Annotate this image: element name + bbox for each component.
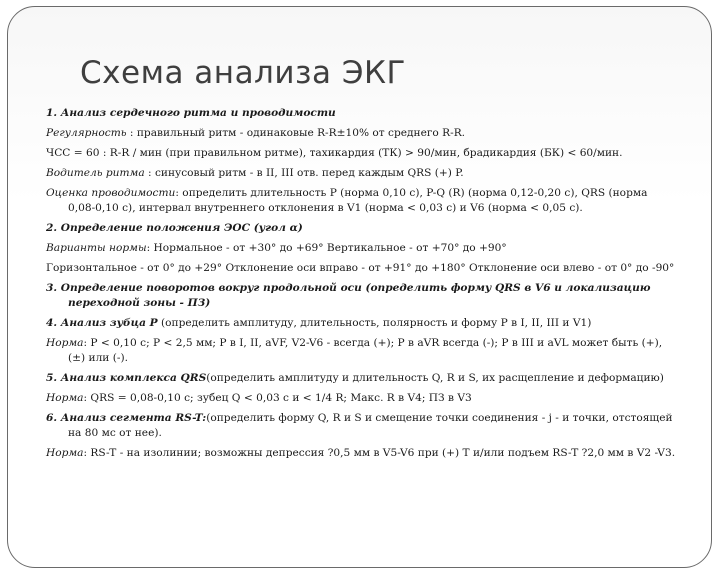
- paragraph: [46, 371, 676, 386]
- paragraph-text: (определить форму Q, R и S и смещение точки соединения - j - и точки, отстоящей на 80 мс от нее).: [68, 412, 673, 439]
- field-label: Варианты нормы: [46, 242, 147, 254]
- field-label: Норма: [46, 447, 84, 459]
- section-heading: 4. Анализ зубца P: [46, 317, 158, 329]
- slide-content: [46, 106, 676, 466]
- paragraph: [46, 411, 676, 441]
- section-heading: 5. Анализ комплекса QRS: [46, 372, 207, 384]
- paragraph: [46, 316, 676, 331]
- paragraph-text: ЧСС = 60 : R-R / мин (при правильном ритме), тахикардия (ТК) > 90/мин, брадикардия (БК) < 60/мин.: [46, 147, 623, 159]
- slide-title: Схема анализа ЭКГ: [80, 55, 406, 91]
- field-label: Водитель ритма: [46, 167, 145, 179]
- paragraph-text: : определить длительность P (норма 0,10 с), P-Q (R) (норма 0,12-0,20 с), QRS (норма 0,08-0,10 с), интервал внутреннего отклонения в V1 (норма < 0,03 с) и V6 (норма < 0,05 с).: [68, 187, 648, 214]
- paragraph: [46, 166, 676, 181]
- paragraph: [46, 221, 676, 236]
- paragraph-text: Горизонтальное - от 0° до +29° Отклонение оси вправо - от +91° до +180° Отклонение оси влево - от 0° до -90°: [46, 262, 675, 274]
- paragraph-text: : правильный ритм - одинаковые R-R±10% от среднего R-R.: [126, 127, 466, 139]
- field-label: Регулярность: [46, 127, 127, 139]
- paragraph: [46, 146, 676, 161]
- paragraph: [46, 446, 676, 461]
- section-heading: 2. Определение положения ЭОС (угол α): [46, 222, 303, 234]
- section-heading: 1. Анализ сердечного ритма и проводимости: [46, 107, 336, 119]
- field-label: Норма: [46, 337, 84, 349]
- section-heading: 6. Анализ сегмента RS-T:: [46, 412, 207, 424]
- paragraph: [46, 126, 676, 141]
- paragraph: [46, 336, 676, 366]
- paragraph: [46, 241, 676, 256]
- paragraph: [46, 186, 676, 216]
- paragraph-text: : RS-T - на изолинии; возможны депрессия ?0,5 мм в V5-V6 при (+) T и/или подъем RS-T ?2,0 мм в V2 -V3.: [83, 447, 676, 459]
- paragraph: [46, 281, 676, 311]
- paragraph-text: : Нормальное - от +30° до +69° Вертикальное - от +70° до +90°: [146, 242, 507, 254]
- paragraph-text: : синусовый ритм - в II, III отв. перед каждым QRS (+) P.: [144, 167, 464, 179]
- field-label: Оценка проводимости: [46, 187, 176, 199]
- paragraph: [46, 261, 676, 276]
- section-heading: 3. Определение поворотов вокруг продольной оси (определить форму QRS в V6 и локализацию переходной зоны - ПЗ): [46, 282, 651, 309]
- field-label: Норма: [46, 392, 84, 404]
- paragraph: [46, 106, 676, 121]
- paragraph-text: : P < 0,10 с; P < 2,5 мм; P в I, II, aVF, V2-V6 - всегда (+); P в aVR всегда (-); P в III и aVL может быть (+), (±) или (-).: [68, 337, 663, 364]
- paragraph-text: : QRS = 0,08-0,10 с; зубец Q < 0,03 с и < 1/4 R; Макс. R в V4; ПЗ в V3: [83, 392, 472, 404]
- paragraph-text: (определить амплитуду, длительность, полярность и форму P в I, II, III и V1): [157, 317, 592, 329]
- paragraph: [46, 391, 676, 406]
- paragraph-text: (определить амплитуду и длительность Q, R и S, их расщепление и деформацию): [206, 372, 664, 384]
